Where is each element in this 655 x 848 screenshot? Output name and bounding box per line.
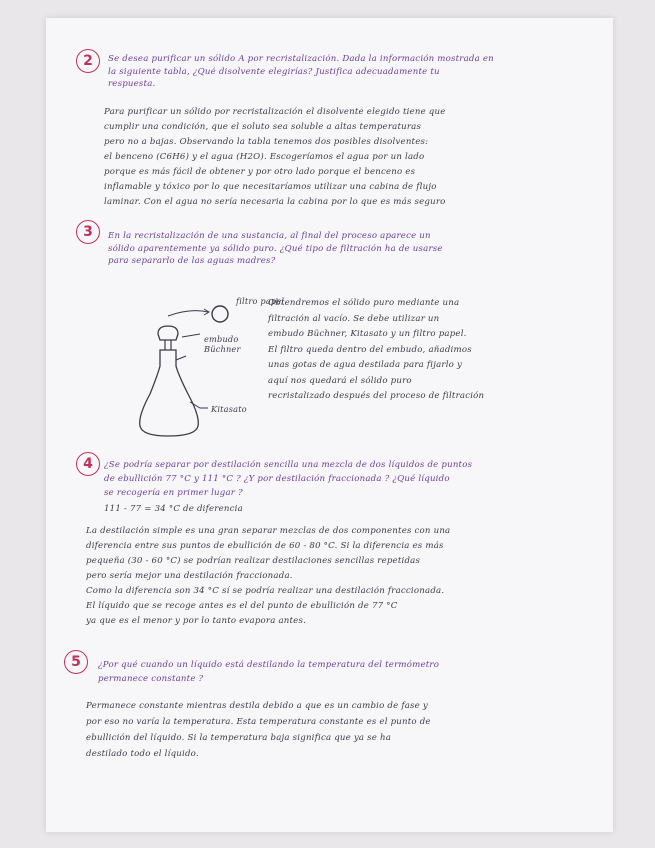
- question-3-line: En la recristalización de una sustancia, al final del proceso aparece un: [108, 231, 431, 241]
- answer-4-line: pero sería mejor una destilación fraccionada.: [86, 571, 293, 581]
- question-4-text: [104, 458, 472, 500]
- answer-2-line: inflamable y tóxico por lo que necesitaríamos utilizar una cabina de flujo: [104, 182, 437, 192]
- answer-4-line: Como la diferencia son 34 °C sí se podría realizar una destilación fraccionada.: [86, 586, 445, 596]
- filter-arrow: [168, 311, 208, 316]
- answer-3-line: Obtendremos el sólido puro mediante una: [268, 298, 460, 308]
- funnel-arrow: [182, 334, 200, 337]
- kitasato-side-arm: [176, 356, 186, 360]
- answer-5-text: [86, 698, 431, 762]
- question-4-line: se recogería en primer lugar ?: [104, 488, 243, 498]
- answer-3-line: recristalizado después del proceso de filtración: [268, 391, 485, 401]
- buchner-funnel-shape: [158, 326, 178, 340]
- question-2-text: [108, 53, 494, 91]
- answer-4-line: ya que es el menor y por lo tanto evapora antes.: [86, 616, 307, 626]
- question-5-text: [98, 658, 439, 686]
- answer-3-line: El filtro queda dentro del embudo, añadimos: [268, 344, 472, 355]
- answer-4-line: El líquido que se recoge antes es el del punto de ebullición de 77 °C: [86, 601, 398, 611]
- label-filter-paper: filtro papel: [236, 296, 285, 306]
- answer-2-line: el benceno (C6H6) y el agua (H2O). Escogeríamos el agua por un lado: [104, 152, 425, 162]
- question-2-line: respuesta.: [108, 79, 156, 89]
- answer-2-line: porque es más fácil de obtener y por otro lado porque el benceno es: [104, 167, 416, 177]
- question-number-4: 4: [76, 452, 100, 476]
- calculation-4: 111 - 77 = 34 °C de diferencia: [104, 504, 243, 514]
- answer-5-line: ebullición del líquido. Si la temperatura baja significa que ya se ha: [86, 733, 392, 743]
- funnel-stem: [165, 340, 171, 350]
- answer-4-line: La destilación simple es una gran separar mezclas de dos componentes con una: [86, 526, 451, 536]
- answer-3-line: embudo Büchner, Kitasato y un filtro papel.: [268, 329, 467, 339]
- question-4-line: de ebullición 77 °C y 111 °C ? ¿Y por destilación fraccionada ? ¿Qué líquido: [104, 474, 450, 484]
- label-kitasato-flask: Kitasato: [211, 404, 247, 414]
- answer-5-line: destilado todo el líquido.: [86, 749, 199, 759]
- answer-4-line: diferencia entre sus puntos de ebullición de 60 - 80 °C. Si la diferencia es más: [86, 541, 444, 551]
- answer-3-line: aquí nos quedará el sólido puro: [268, 375, 412, 386]
- question-number-3: 3: [76, 220, 100, 244]
- answer-2-line: pero no a bajas. Observando la tabla tenemos dos posibles disolventes:: [104, 137, 429, 147]
- kitasato-flask-body: [140, 350, 199, 436]
- label-buchner-funnel: embudo Büchner: [204, 334, 241, 354]
- answer-4-text: [86, 524, 450, 629]
- filter-paper-circle: [212, 306, 228, 322]
- question-4-line: ¿Se podría separar por destilación sencilla una mezcla de dos líquidos de puntos: [104, 460, 473, 470]
- answer-2-text: [104, 105, 446, 210]
- notebook-page: [46, 18, 613, 832]
- answer-2-line: Para purificar un sólido por recristalización el disolvente elegido tiene que: [104, 107, 446, 117]
- question-2-line: Se desea purificar un sólido A por recristalización. Dada la información mostrada en: [108, 54, 494, 64]
- answer-3-line: filtración al vacío. Se debe utilizar un: [268, 313, 440, 324]
- answer-5-line: Permanece constante mientras destila debido a que es un cambio de fase y: [86, 701, 428, 711]
- answer-2-line: cumplir una condición, que el soluto sea soluble a altas temperaturas: [104, 122, 422, 132]
- answer-4-line: pequeña (30 - 60 °C) se podrían realizar destilaciones sencillas repetidas: [86, 556, 421, 566]
- answer-2-line: laminar. Con el agua no sería necesaria la cabina por lo que es más seguro: [104, 197, 446, 207]
- question-number-2: 2: [76, 49, 100, 73]
- answer-3-line: unas gotas de agua destilada para fijarlo y: [268, 360, 463, 370]
- question-3-line: sólido aparentemente ya sólido puro. ¿Qué tipo de filtración ha de usarse: [108, 243, 443, 254]
- answer-3-text: [268, 296, 484, 405]
- question-5-line: ¿Por qué cuando un líquido está destilando la temperatura del termómetro: [98, 660, 440, 670]
- question-5-line: permanece constante ?: [98, 674, 204, 684]
- question-3-line: para separarlo de las aguas madres?: [108, 256, 276, 266]
- question-number-5: 5: [64, 650, 88, 674]
- question-3-text: [108, 230, 443, 268]
- answer-5-line: por eso no varía la temperatura. Esta temperatura constante es el punto de: [86, 717, 431, 727]
- question-2-line: la siguiente tabla, ¿Qué disolvente elegirías? Justifica adecuadamente tu: [108, 66, 440, 77]
